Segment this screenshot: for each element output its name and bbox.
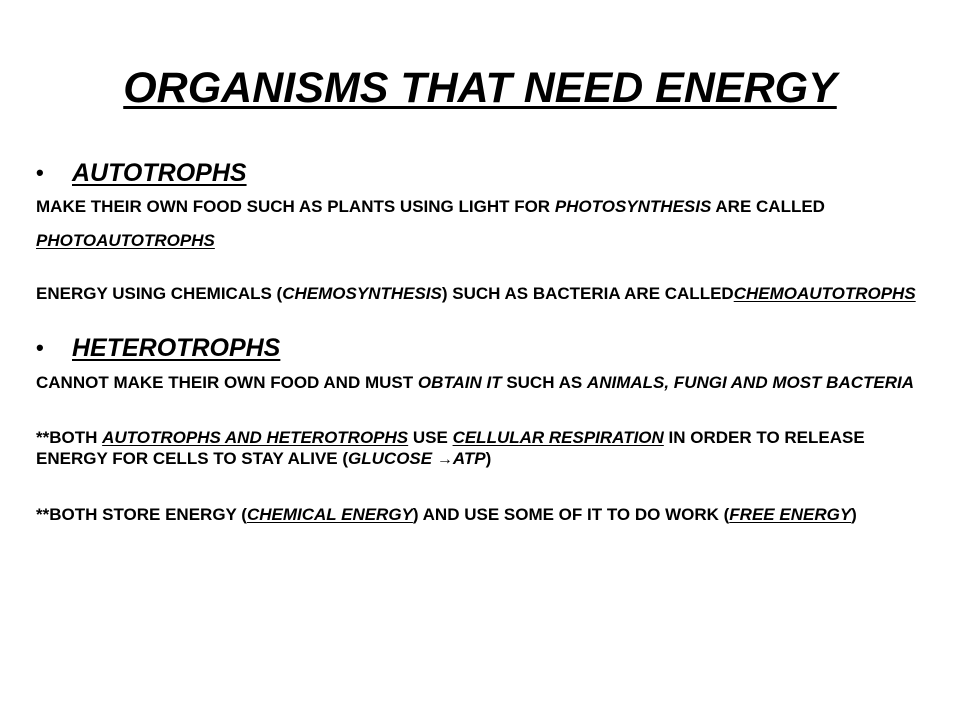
photosynthesis-term: PHOTOSYNTHESIS [554,197,712,216]
chemoautotrophs-term: CHEMOAUTOTROPHS [733,284,916,303]
chemosynthesis-term: CHEMOSYNTHESIS [282,284,442,303]
slide-content [36,157,936,525]
text-run: USE [408,428,453,447]
text-run: ) SUCH AS BACTERIA ARE CALLED [441,284,734,303]
arrow-right-icon: → [436,451,453,468]
energy-storage-note [36,504,936,525]
glucose-term: GLUCOSE [348,449,437,468]
bullet-dot-icon: • [36,160,44,185]
heterotrophs-description [36,372,936,393]
free-energy-term: FREE ENERGY [729,505,852,524]
text-run: ) [485,449,492,468]
text-run: ENERGY USING CHEMICALS ( [36,284,283,303]
text-run: ) [851,505,857,524]
autotrophs-heading: AUTOTROPHS [72,159,247,187]
atp-term: ATP [452,449,486,468]
respiration-note [36,427,936,470]
obtain-it-term: OBTAIN IT [417,373,502,392]
heterotrophs-heading: HETEROTROPHS [72,334,281,362]
heterotroph-examples: ANIMALS, FUNGI AND MOST BACTERIA [586,373,914,392]
text-run: SUCH AS [501,373,587,392]
photoautotrophs-term-line [36,230,936,251]
text-run: MAKE THEIR OWN FOOD SUCH AS PLANTS USING LIGHT FOR [36,197,555,216]
text-run: ARE CALLED [711,197,825,216]
chemical-energy-term: CHEMICAL ENERGY [246,505,413,524]
both-trophs-term: AUTOTROPHS AND HETEROTROPHS [102,428,409,447]
cellular-respiration-term: CELLULAR RESPIRATION [452,428,664,447]
text-run: **BOTH [36,428,103,447]
autotrophs-description [36,196,936,217]
bullet-dot-icon: • [36,335,44,360]
bullet-autotrophs [36,157,936,189]
text-run: IN ORDER TO RELEASE ENERGY FOR CELLS TO STAY ALIVE ( [36,428,865,468]
text-run: CANNOT MAKE THEIR OWN FOOD AND MUST [36,373,418,392]
text-run: **BOTH STORE ENERGY ( [36,505,247,524]
text-run: ) AND USE SOME OF IT TO DO WORK ( [412,505,730,524]
bullet-heterotrophs [36,332,936,364]
photoautotrophs-term: PHOTOAUTOTROPHS [36,231,215,250]
chemoautotrophs-description [36,283,936,304]
slide-title: ORGANISMS THAT NEED ENERGY [123,64,837,112]
